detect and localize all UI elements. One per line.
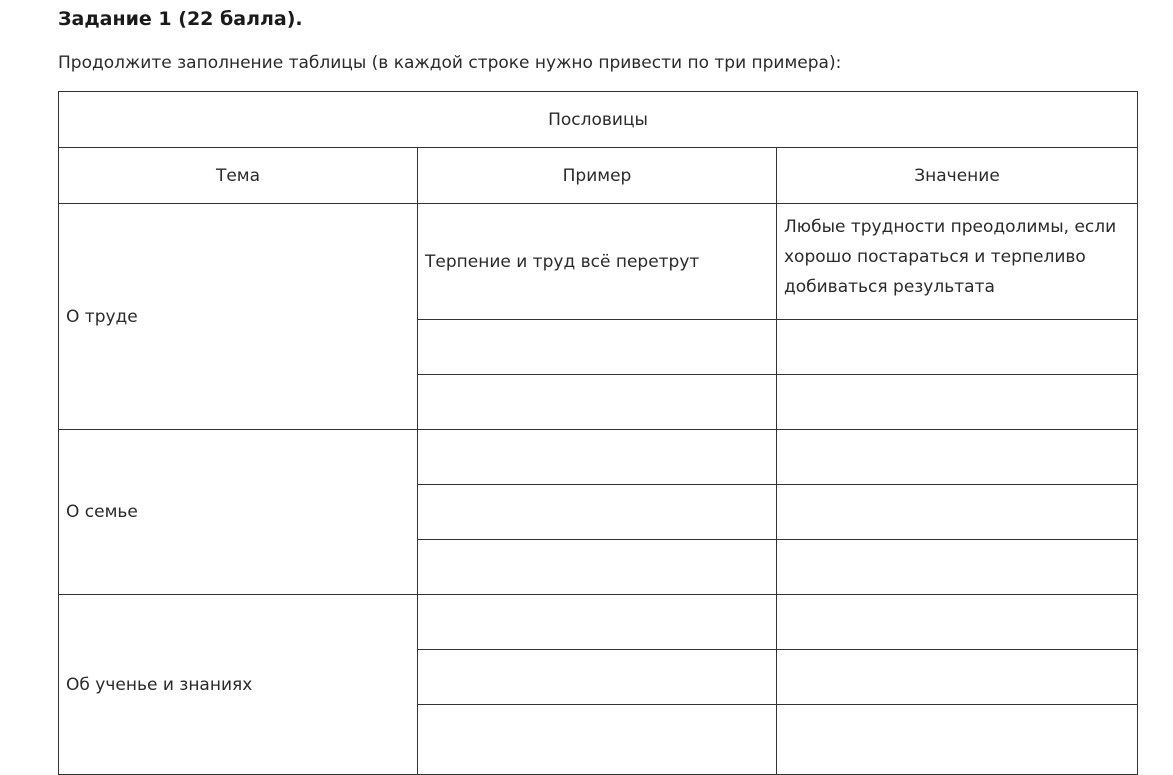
table-row — [59, 204, 1138, 320]
table-row — [59, 430, 1138, 485]
example-cell[interactable] — [418, 485, 777, 540]
example-cell[interactable]: Терпение и труд всё перетрут — [418, 204, 777, 320]
meaning-cell[interactable] — [777, 375, 1138, 430]
meaning-cell[interactable] — [777, 705, 1138, 775]
meaning-cell[interactable]: Любые трудности преодолимы, если хорошо постараться и терпеливо добиваться результата — [777, 204, 1138, 320]
example-cell[interactable] — [418, 650, 777, 705]
example-cell[interactable] — [418, 595, 777, 650]
task-instruction: Продолжите заполнение таблицы (в каждой строке нужно привести по три примера): — [58, 53, 842, 73]
header-meaning: Значение — [777, 148, 1138, 204]
meaning-cell[interactable] — [777, 595, 1138, 650]
topic-cell-work: О труде — [59, 204, 418, 430]
meaning-cell[interactable] — [777, 540, 1138, 595]
proverbs-table — [58, 91, 1138, 775]
topic-cell-family: О семье — [59, 430, 418, 595]
example-cell[interactable] — [418, 705, 777, 775]
header-topic: Тема — [59, 148, 418, 204]
example-cell[interactable] — [418, 320, 777, 375]
header-example: Пример — [418, 148, 777, 204]
meaning-cell[interactable] — [777, 485, 1138, 540]
example-cell[interactable] — [418, 540, 777, 595]
meaning-cell[interactable] — [777, 650, 1138, 705]
table-row — [59, 595, 1138, 650]
meaning-cell[interactable] — [777, 430, 1138, 485]
meaning-cell[interactable] — [777, 320, 1138, 375]
table-caption: Пословицы — [59, 92, 1138, 148]
example-cell[interactable] — [418, 375, 777, 430]
task-title: Задание 1 (22 балла). — [58, 8, 303, 30]
topic-cell-learning: Об ученье и знаниях — [59, 595, 418, 775]
example-cell[interactable] — [418, 430, 777, 485]
